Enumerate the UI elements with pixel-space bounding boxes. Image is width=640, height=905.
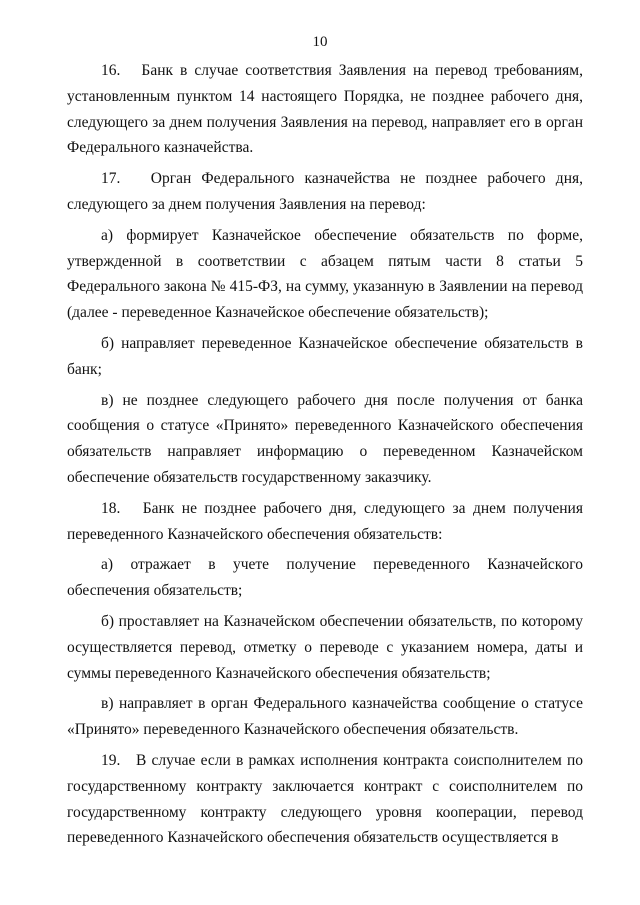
paragraph-18-a: а) отражает в учете получение переведенного Казначейского обеспечения обязательств;	[67, 556, 583, 600]
paragraph-17-b: б) направляет переведенное Казначейское обеспечение обязательств в банк;	[67, 334, 583, 378]
page-number: 10	[312, 34, 328, 50]
paragraph-17-a: а) формирует Казначейское обеспечение обязательств по форме, утвержденной в соответствии с абзацем пятым части 8 статьи 5 Федерального закона № 415-ФЗ, на сумму, указанную в Заявлении на перевод (далее - переведенное Казначейское обеспечение обязательств);	[67, 226, 583, 322]
document-body	[67, 58, 583, 856]
paragraph-17: 17. Орган Федерального казначейства не позднее рабочего дня, следующего за днем получения Заявления на перевод:	[67, 170, 583, 213]
paragraph-19: 19. В случае если в рамках исполнения контракта соисполнителем по государственному контракту заключается контракт с соисполнителем по государственному контракту следующего уровня кооперации, перевод переведенного Казначейского обеспечения обязательств осуществляется в	[67, 751, 583, 847]
paragraph-18-v: в) направляет в орган Федерального казначейства сообщение о статусе «Принято» переведенного Казначейского обеспечения обязательств.	[67, 695, 583, 739]
paragraph-16: 16. Банк в случае соответствия Заявления на перевод требованиям, установленным пунктом 14 настоящего Порядка, не позднее рабочего дня, следующего за днем получения Заявления на перевод, направляет его в орган Федерального казначейства.	[67, 62, 583, 157]
paragraph-17-v: в) не позднее следующего рабочего дня после получения от банка сообщения о статусе «Принято» переведенного Казначейского обеспечения обязательств направляет информацию о переведенном Казначейском обеспечение обязательств государственному заказчику.	[67, 391, 583, 486]
paragraph-18: 18. Банк не позднее рабочего дня, следующего за днем получения переведенного Казначейского обеспечения обязательств:	[67, 499, 583, 543]
paragraph-18-b: б) проставляет на Казначейском обеспечении обязательств, по которому осуществляется перевод, отметку о переводе с указанием номера, даты и суммы переведенного Казначейского обеспечения обязательств;	[67, 612, 583, 682]
